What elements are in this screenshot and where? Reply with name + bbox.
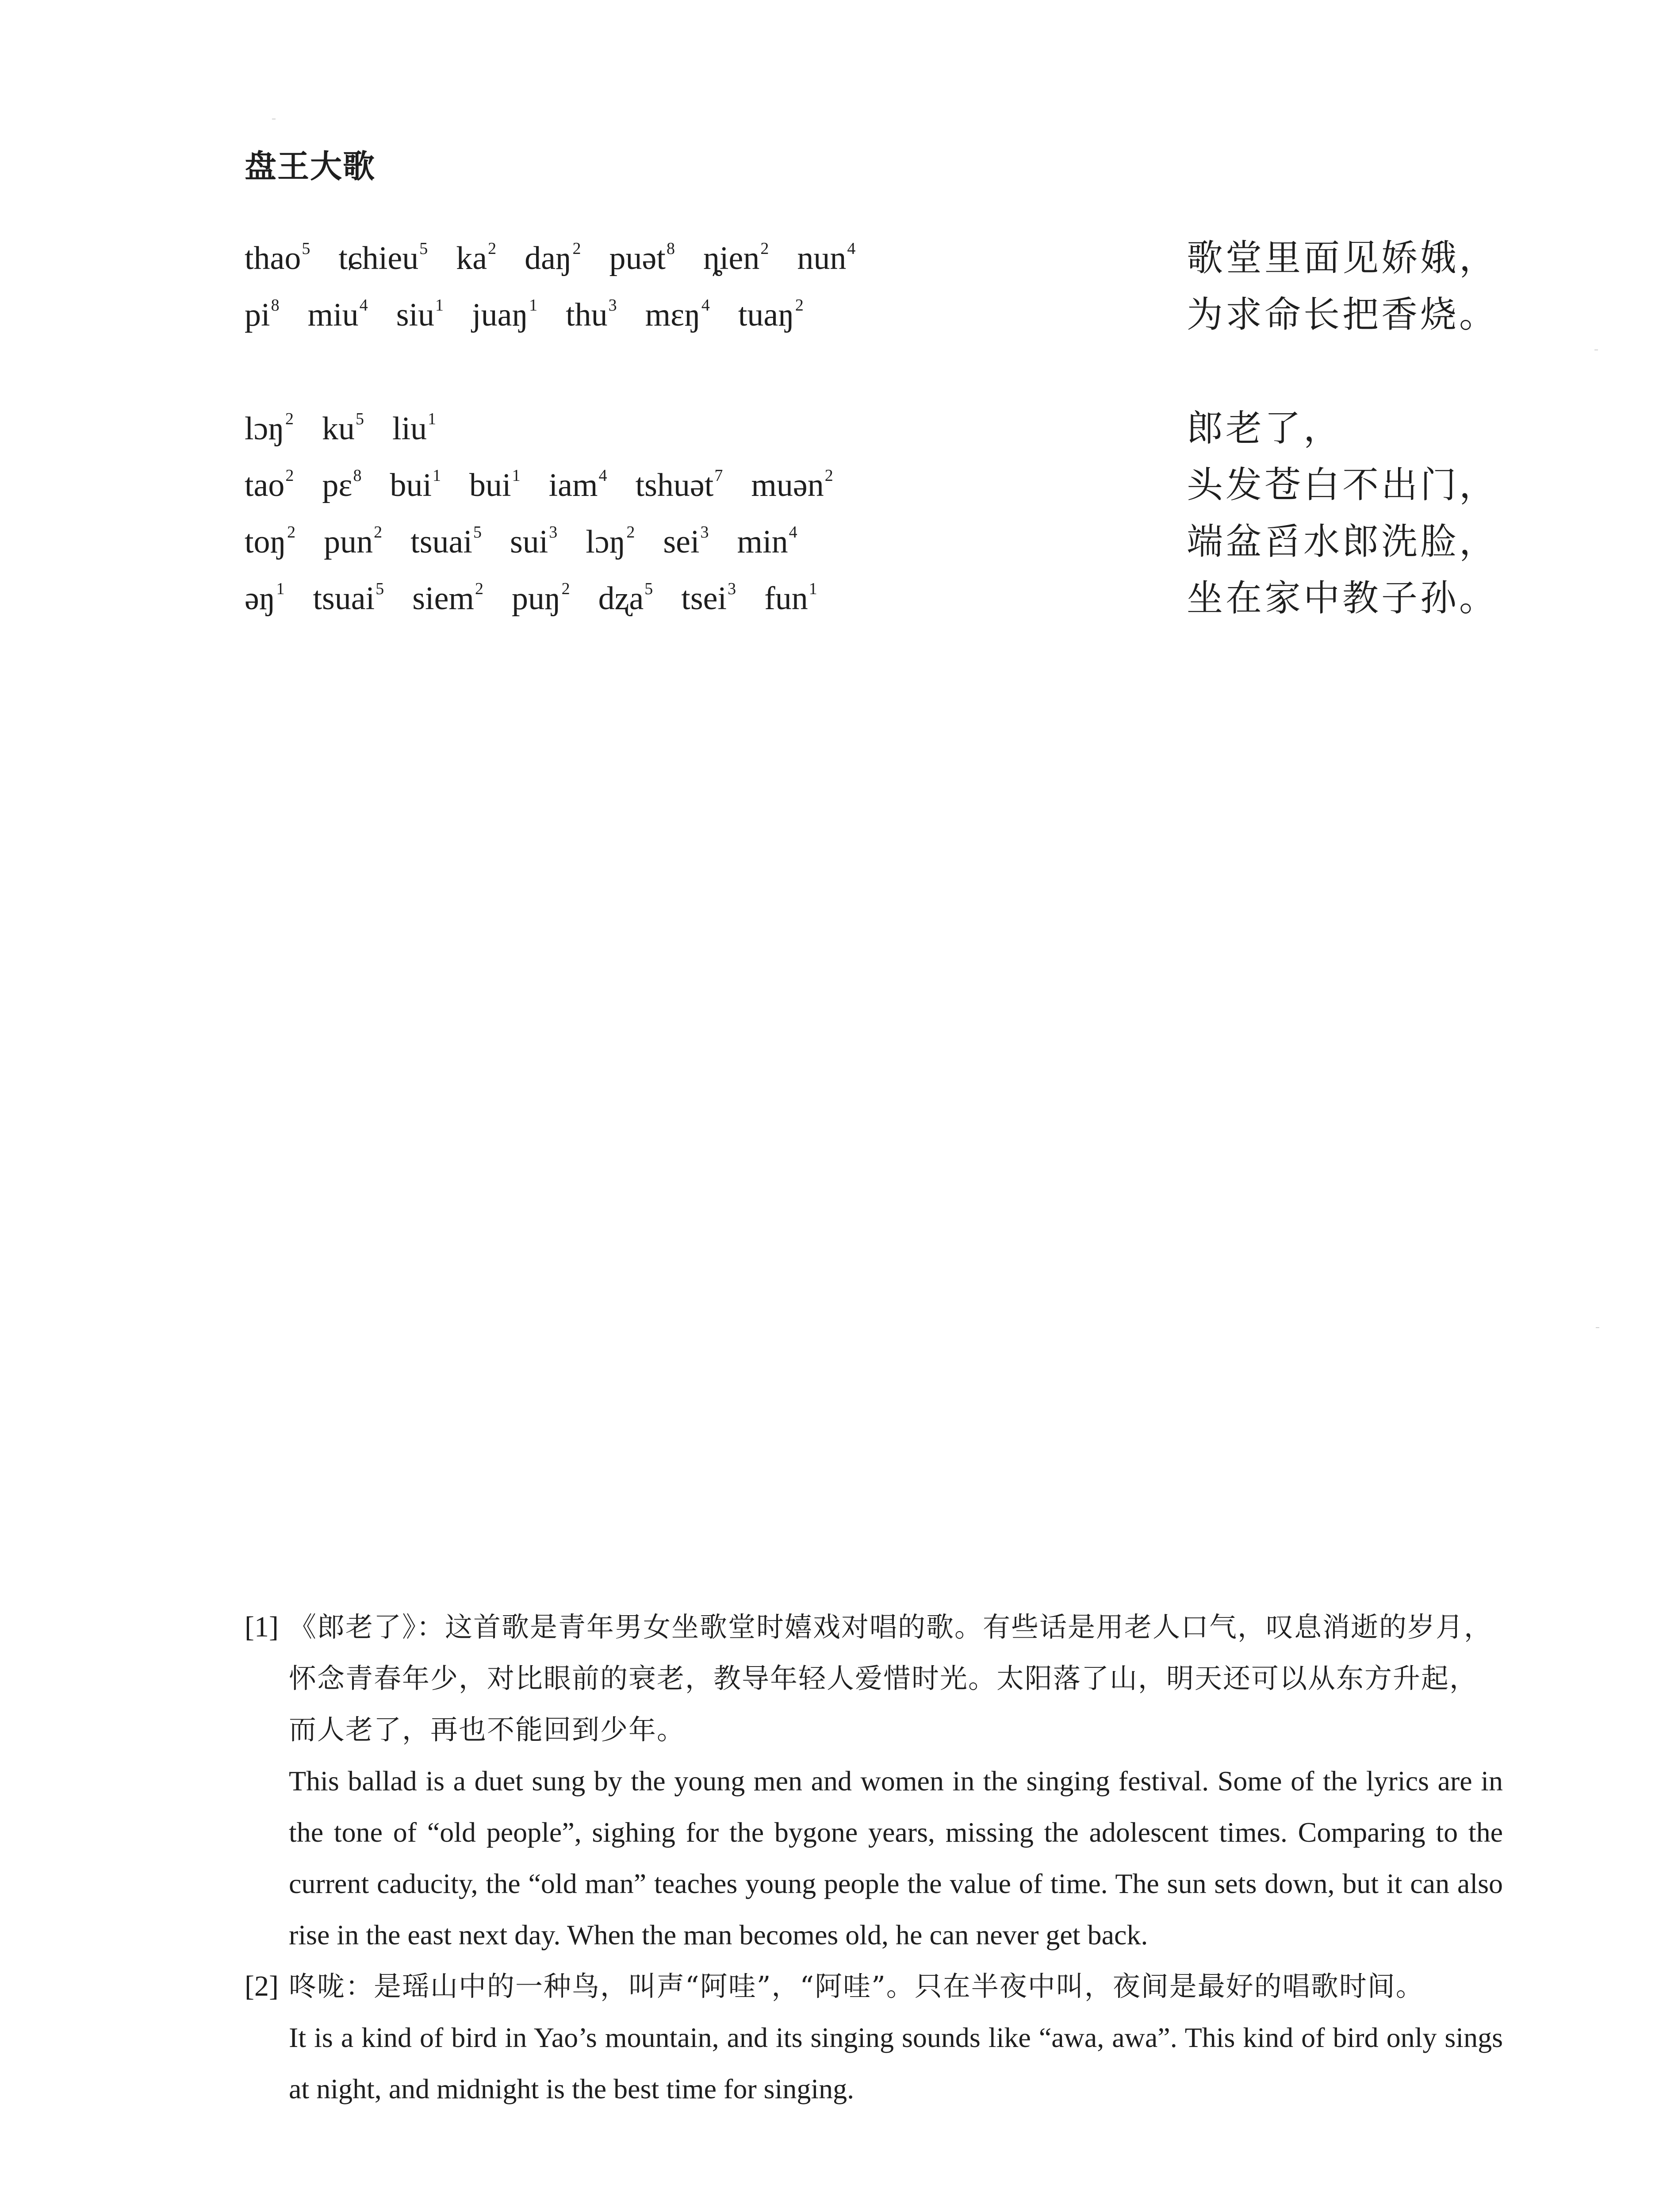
syllable-text: daŋ	[525, 240, 572, 276]
tone-number: 3	[700, 522, 709, 541]
footnote-chinese-text: 《郎老了》：这首歌是青年男女坐歌堂时嬉戏对唱的歌。有些话是用老人口气，叹息消逝的岁月，怀念青春年少，对比眼前的衰老，教导年轻人爱惜时光。太阳落了山，明天还可以从东方升起，而人老了，再也不能回到少年。	[289, 1611, 1493, 1746]
tone-number: 3	[608, 296, 617, 315]
syllable	[636, 467, 723, 503]
tone-number: 4	[701, 296, 710, 315]
syllable	[737, 524, 797, 560]
syllable	[456, 240, 496, 276]
syllable-text: tshuət	[635, 467, 714, 503]
syllable-text: tsei	[681, 580, 727, 617]
syllable-text: puət	[609, 240, 666, 276]
tone-number: 2	[285, 466, 294, 485]
syllable	[313, 580, 384, 617]
syllable	[245, 580, 284, 617]
tone-number: 1	[276, 579, 285, 598]
syllable-text: min	[737, 524, 788, 560]
syllable-text: tsuai	[410, 524, 472, 560]
tone-number: 7	[714, 466, 723, 485]
syllable-text: lɔŋ	[245, 411, 285, 447]
tone-number: 5	[356, 409, 364, 428]
tone-number: 8	[666, 239, 675, 258]
tone-number: 4	[789, 522, 797, 541]
tone-number: 5	[419, 239, 428, 258]
verse-line	[245, 230, 1518, 287]
syllable-text: puŋ	[511, 580, 561, 617]
syllable-text: bui	[390, 467, 432, 503]
tone-number: 2	[626, 522, 635, 541]
tone-number: 1	[512, 466, 521, 485]
verse-line	[245, 570, 1518, 627]
syllable	[738, 297, 804, 333]
syllable	[322, 467, 361, 503]
syllable	[245, 411, 294, 447]
syllable-text: pun	[324, 524, 373, 560]
syllable	[586, 524, 635, 560]
chinese-translation: 歌堂里面见娇娥，	[1187, 237, 1498, 279]
syllable	[410, 524, 482, 560]
syllable-text: bui	[469, 467, 511, 503]
tone-number: 2	[824, 466, 833, 485]
chinese-translation: 头发苍白不出门，	[1187, 464, 1498, 506]
syllable-text: muən	[751, 467, 824, 503]
verse-line	[245, 457, 1518, 514]
syllable-text: fun	[764, 580, 808, 617]
syllable	[412, 580, 483, 617]
syllable-text: toŋ	[245, 524, 287, 560]
verse-line	[245, 400, 1518, 457]
chinese-translation: 为求命长把香烧。	[1187, 294, 1498, 336]
romanization	[245, 457, 862, 514]
tone-number: 1	[428, 409, 437, 428]
chinese-translation: 郎老了，	[1187, 407, 1343, 449]
syllable	[609, 240, 675, 276]
romanization	[245, 514, 826, 570]
tone-number: 3	[549, 522, 558, 541]
syllable	[549, 467, 607, 503]
syllable	[797, 240, 855, 276]
syllable	[510, 524, 557, 560]
syllable	[566, 297, 617, 333]
syllable-text: sui	[510, 524, 548, 560]
syllable-text: miu	[307, 297, 359, 333]
syllable	[392, 411, 436, 447]
tone-number: 2	[475, 579, 483, 598]
syllable	[512, 580, 570, 617]
tone-number: 1	[433, 466, 441, 485]
tone-number: 2	[285, 409, 294, 428]
tone-number: 4	[598, 466, 607, 485]
stanza-1	[245, 230, 1518, 343]
tone-number: 5	[473, 522, 482, 541]
syllable-text: mɛŋ	[645, 297, 701, 333]
footnote-english-text: This ballad is a duet sung by the young men and women in the singing festival. Some of the lyrics are in the tone of “old people”, sighing for the bygone years, missing the adolescent times. Comparing to the current caducity, the “old man” teaches young people the value of time. The sun sets down, but it can also rise in the east next day. When the man becomes old, he can never get back.	[289, 1765, 1503, 1951]
syllable	[245, 467, 294, 503]
tone-number: 2	[760, 239, 769, 258]
syllable-text: ku	[322, 411, 355, 447]
syllable	[703, 240, 769, 276]
tone-number: 1	[529, 296, 538, 315]
syllable	[245, 524, 295, 560]
tone-number: 2	[572, 239, 581, 258]
tone-number: 5	[376, 579, 384, 598]
syllable-text: tɕhieu	[338, 240, 419, 276]
syllable	[645, 297, 710, 333]
syllable-text: pi	[245, 297, 270, 333]
tone-number: 5	[302, 239, 310, 258]
syllable-text: sei	[663, 524, 700, 560]
syllable-text: nun	[797, 240, 847, 276]
tone-number: 4	[359, 296, 368, 315]
footnote-1	[245, 1601, 1503, 1961]
syllable	[396, 297, 444, 333]
syllable-text: siem	[412, 580, 474, 617]
syllable	[681, 580, 736, 617]
syllable	[663, 524, 709, 560]
syllable-text: thao	[245, 240, 301, 276]
syllable-text: liu	[392, 411, 427, 447]
syllable	[245, 297, 280, 333]
scan-speck	[1594, 349, 1598, 350]
syllable	[322, 411, 364, 447]
footnote-number: [1]	[245, 1611, 279, 1643]
syllable-text: əŋ	[245, 580, 276, 617]
syllable-text: lɔŋ	[586, 524, 626, 560]
chinese-translation: 端盆舀水郎洗脸，	[1187, 521, 1498, 563]
tone-number: 8	[271, 296, 280, 315]
tone-number: 8	[353, 466, 362, 485]
syllable	[338, 240, 428, 276]
syllable-text: ȵien	[703, 240, 760, 276]
verse-line	[245, 287, 1518, 343]
verse-line	[245, 514, 1518, 570]
syllable	[469, 467, 521, 503]
syllable	[245, 240, 310, 276]
syllable	[472, 297, 537, 333]
syllable	[390, 467, 441, 503]
tone-number: 5	[644, 579, 653, 598]
tone-number: 4	[847, 239, 856, 258]
footnote-2	[245, 1961, 1503, 2115]
syllable-text: dʐa	[598, 580, 644, 617]
footnotes	[245, 1601, 1503, 2115]
syllable-text: tao	[245, 467, 285, 503]
syllable	[598, 580, 653, 617]
romanization	[245, 230, 884, 287]
syllable-text: tuaŋ	[738, 297, 794, 333]
tone-number: 1	[809, 579, 817, 598]
syllable-text: pɛ	[322, 467, 353, 503]
syllable-text: juaŋ	[472, 297, 529, 333]
scan-speck	[1596, 1327, 1599, 1328]
footnote-number: [2]	[245, 1970, 279, 2002]
syllable	[764, 580, 817, 617]
footnote-english-text: It is a kind of bird in Yao’s mountain, and its singing sounds like “awa, awa”. This kind of bird only sings at night, and midnight is the best time for singing.	[289, 2022, 1503, 2104]
syllable-text: siu	[396, 297, 435, 333]
syllable-text: ka	[456, 240, 487, 276]
syllable-text: thu	[566, 297, 608, 333]
syllable	[751, 467, 833, 503]
chinese-translation: 坐在家中教子孙。	[1187, 577, 1498, 619]
stanza-2	[245, 400, 1518, 627]
syllable	[324, 524, 382, 560]
tone-number: 2	[795, 296, 804, 315]
page-title: 盘王大歌	[245, 148, 376, 185]
tone-number: 1	[435, 296, 444, 315]
syllable-text: iam	[548, 467, 598, 503]
tone-number: 2	[287, 522, 296, 541]
footnote-chinese-text: 咚咙：是瑶山中的一种鸟，叫声“阿哇”，“阿哇”。只在半夜中叫，夜间是最好的唱歌时间。	[289, 1970, 1424, 2002]
romanization	[245, 287, 832, 343]
tone-number: 2	[561, 579, 570, 598]
romanization	[245, 570, 846, 627]
syllable	[308, 297, 368, 333]
tone-number: 2	[488, 239, 497, 258]
syllable-text: tsuai	[313, 580, 375, 617]
tone-number: 2	[374, 522, 383, 541]
romanization	[245, 400, 464, 457]
syllable	[525, 240, 581, 276]
tone-number: 3	[728, 579, 736, 598]
